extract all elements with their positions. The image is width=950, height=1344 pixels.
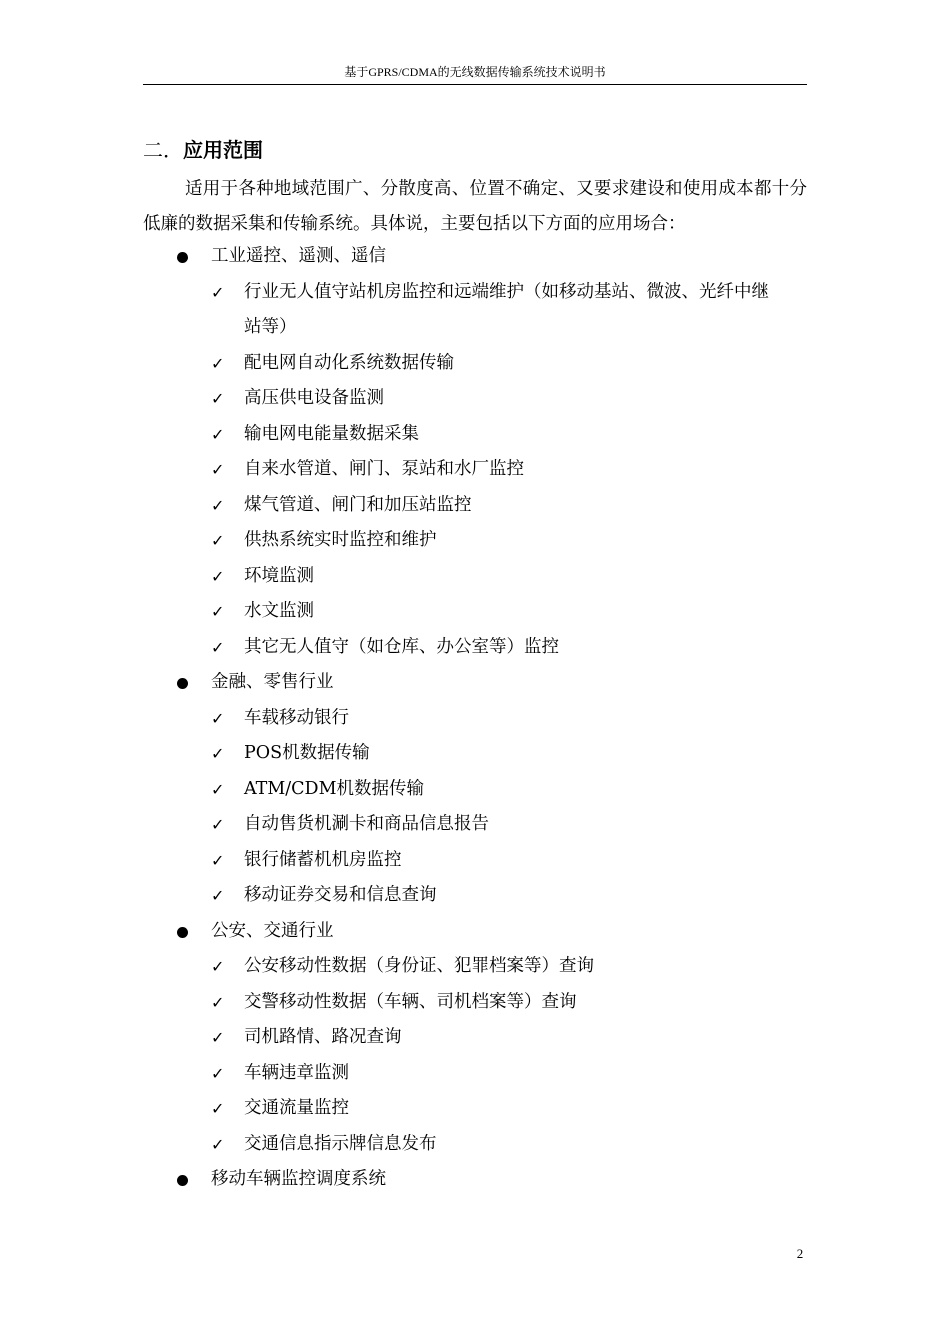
checkmark-icon: ✓ — [211, 779, 225, 799]
category-item — [0, 239, 950, 275]
list-item — [0, 417, 950, 453]
list-item-text: 配电网自动化系统数据传输 — [244, 352, 454, 373]
list-item-text: 交通信息指示牌信息发布 — [244, 1133, 437, 1154]
list-item — [0, 1056, 950, 1092]
list-item-text: 输电网电能量数据采集 — [244, 423, 419, 444]
section-title — [143, 136, 263, 164]
checkmark-icon: ✓ — [211, 282, 225, 302]
category-label: 公安、交通行业 — [211, 920, 334, 941]
list-item — [0, 1091, 950, 1127]
list-item-text: 站等） — [244, 317, 297, 337]
category-item — [0, 914, 950, 950]
list-item — [0, 488, 950, 524]
list-item-continuation — [0, 310, 950, 346]
section-heading: 应用范围 — [183, 138, 263, 162]
list-item — [0, 346, 950, 382]
list-item — [0, 1127, 950, 1163]
category-label: 工业遥控、遥测、遥信 — [211, 246, 386, 266]
list-item — [0, 559, 950, 595]
checkmark-icon: ✓ — [211, 389, 225, 408]
checkmark-icon: ✓ — [211, 460, 225, 479]
list-item-text: 司机路情、路况查询 — [244, 1027, 402, 1047]
list-item — [0, 594, 950, 630]
header-title: 基于GPRS/CDMA的无线数据传输系统技术说明书 — [344, 65, 606, 79]
list-item — [0, 949, 950, 985]
list-item — [0, 878, 950, 914]
category-label: 移动车辆监控调度系统 — [211, 1169, 386, 1189]
bullet-icon — [177, 678, 188, 689]
checkmark-icon: ✓ — [211, 495, 225, 515]
category-label: 金融、零售行业 — [211, 672, 334, 692]
checkmark-icon: ✓ — [211, 992, 225, 1012]
list-item — [0, 985, 950, 1021]
page-header — [143, 64, 807, 85]
list-item-text: 自来水管道、闸门、泵站和水厂监控 — [244, 459, 524, 479]
list-item — [0, 275, 950, 311]
list-item-text: 自动售货机涮卡和商品信息报告 — [244, 814, 489, 834]
checkmark-icon: ✓ — [211, 637, 225, 657]
list-item-text: POS机数据传输 — [244, 743, 370, 763]
list-item-text: 高压供电设备监测 — [244, 388, 384, 408]
checkmark-icon: ✓ — [211, 1134, 225, 1154]
bullet-icon — [177, 927, 188, 938]
intro-paragraph: 适用于各种地域范围广、分散度高、位置不确定、又要求建设和使用成本都十分低廉的数据采集和传输系统。具体说，主要包括以下方面的应用场合： — [143, 179, 807, 234]
category-item — [0, 1162, 950, 1198]
section-number: 二． — [143, 138, 183, 162]
list-item — [0, 1020, 950, 1056]
list-item-text: 煤气管道、闸门和加压站监控 — [244, 494, 472, 515]
list-item — [0, 736, 950, 772]
list-item — [0, 843, 950, 879]
list-item-text: 银行储蓄机机房监控 — [244, 849, 402, 870]
checkmark-icon: ✓ — [211, 957, 225, 976]
list-item — [0, 807, 950, 843]
list-item-text: 交通流量监控 — [244, 1098, 349, 1118]
list-item — [0, 523, 950, 559]
page-number: 2 — [796, 1246, 804, 1261]
checkmark-icon: ✓ — [211, 850, 225, 870]
list-item — [0, 772, 950, 808]
checkmark-icon: ✓ — [211, 1063, 225, 1083]
list-item-text: 交警移动性数据（车辆、司机档案等）查询 — [244, 991, 577, 1012]
list-item-text: 移动证券交易和信息查询 — [244, 885, 437, 905]
list-item — [0, 630, 950, 666]
list-item-text: ATM/CDM机数据传输 — [244, 778, 425, 799]
category-item — [0, 665, 950, 701]
list-item-text: 环境监测 — [244, 565, 314, 586]
checkmark-icon: ✓ — [211, 886, 225, 905]
list-item-text: 车辆违章监测 — [244, 1062, 349, 1083]
list-item-text: 供热系统实时监控和维护 — [244, 530, 437, 550]
list-item-text: 行业无人值守站机房监控和远端维护（如移动基站、微波、光纤中继 — [244, 281, 769, 302]
checkmark-icon: ✓ — [211, 602, 225, 621]
list-item-text: 水文监测 — [244, 601, 314, 621]
checkmark-icon: ✓ — [211, 708, 225, 728]
bullet-icon — [177, 252, 188, 263]
list-item-text: 其它无人值守（如仓库、办公室等）监控 — [244, 636, 559, 657]
checkmark-icon: ✓ — [211, 744, 225, 763]
checkmark-icon: ✓ — [211, 1028, 225, 1047]
checkmark-icon: ✓ — [211, 815, 225, 834]
checkmark-icon: ✓ — [211, 424, 225, 444]
checkmark-icon: ✓ — [211, 1099, 225, 1118]
checkmark-icon: ✓ — [211, 531, 225, 550]
application-list — [0, 239, 950, 1198]
checkmark-icon: ✓ — [211, 566, 225, 586]
list-item — [0, 701, 950, 737]
list-item — [0, 452, 950, 488]
list-item — [0, 381, 950, 417]
list-item-text: 车载移动银行 — [244, 707, 349, 728]
bullet-icon — [177, 1175, 188, 1186]
checkmark-icon: ✓ — [211, 353, 225, 373]
list-item-text: 公安移动性数据（身份证、犯罪档案等）查询 — [244, 956, 594, 976]
